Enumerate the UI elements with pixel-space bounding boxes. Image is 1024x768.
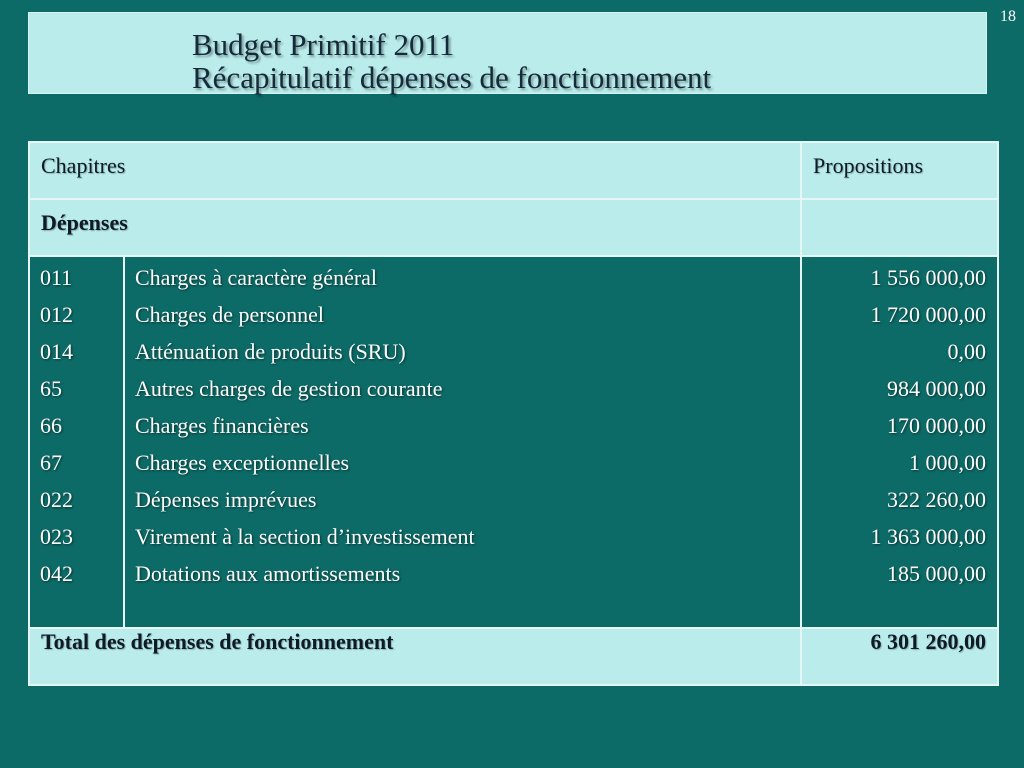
row-label: Autres charges de gestion courante <box>135 376 443 401</box>
total-amount: 6 301 260,00 <box>801 628 998 685</box>
row-label: Virement à la section d’investissement <box>135 524 475 549</box>
title-box <box>28 12 987 94</box>
slide-number: 18 <box>1000 8 1016 25</box>
row-label: Dotations aux amortissements <box>135 561 401 586</box>
row-amount: 322 260,00 <box>887 487 987 512</box>
row-label: Charges de personnel <box>135 302 324 327</box>
row-amount: 0,00 <box>947 339 987 364</box>
row-code: 65 <box>40 376 62 401</box>
row-amount: 170 000,00 <box>887 413 987 438</box>
header-chapitres: Chapitres <box>29 142 801 199</box>
row-code: 042 <box>40 561 73 586</box>
row-code: 011 <box>40 265 73 290</box>
row-amount: 185 000,00 <box>887 561 987 586</box>
slide-title: Budget Primitif 2011 <box>192 27 455 62</box>
row-label: Charges à caractère général <box>135 265 378 290</box>
section-empty-cell <box>801 199 998 256</box>
row-amount: 1 556 000,00 <box>870 265 987 290</box>
row-amount: 1 363 000,00 <box>870 524 987 549</box>
slide-subtitle: Récapitulatif dépenses de fonctionnement <box>192 60 712 95</box>
header-propositions: Propositions <box>801 142 998 199</box>
row-code: 014 <box>40 339 73 364</box>
row-label: Dépenses imprévues <box>135 487 317 512</box>
row-code: 023 <box>40 524 73 549</box>
codes-cell <box>29 256 124 628</box>
row-label: Atténuation de produits (SRU) <box>135 339 406 364</box>
amounts-cell <box>801 256 998 628</box>
codes-list <box>40 259 123 592</box>
row-amount: 984 000,00 <box>887 376 987 401</box>
row-label: Charges exceptionnelles <box>135 450 350 475</box>
header-row <box>29 142 998 199</box>
labels-list <box>135 259 800 592</box>
row-code: 67 <box>40 450 62 475</box>
total-label: Total des dépenses de fonctionnement <box>29 628 801 685</box>
row-label: Charges financières <box>135 413 309 438</box>
amounts-list <box>802 259 986 592</box>
detail-row <box>29 256 998 628</box>
budget-table <box>28 141 999 686</box>
labels-cell <box>124 256 801 628</box>
row-code: 012 <box>40 302 73 327</box>
row-code: 022 <box>40 487 73 512</box>
total-row <box>29 628 998 685</box>
row-amount: 1 720 000,00 <box>870 302 987 327</box>
section-row <box>29 199 998 256</box>
row-code: 66 <box>40 413 62 438</box>
row-amount: 1 000,00 <box>909 450 987 475</box>
section-label: Dépenses <box>29 199 801 256</box>
